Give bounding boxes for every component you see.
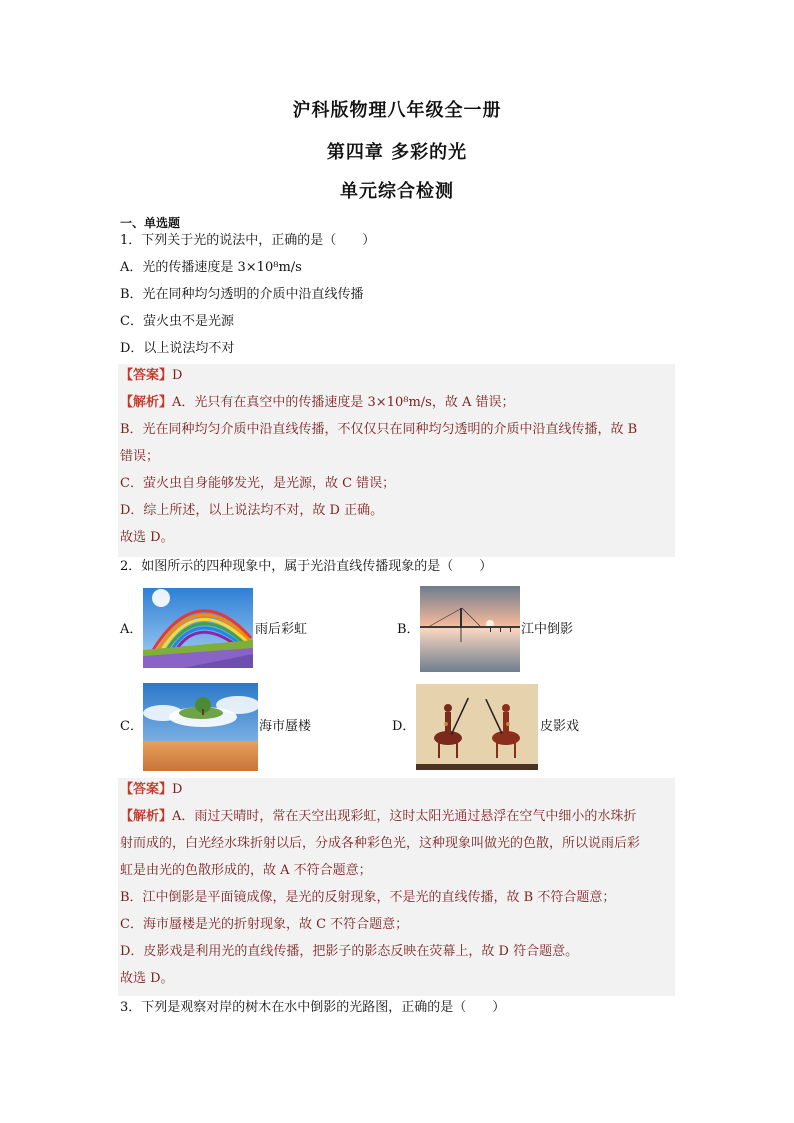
- q1-stem: 1．下列关于光的说法中，正确的是（ ）: [120, 233, 376, 248]
- q1-conclusion: 故选 D。: [120, 530, 174, 545]
- q1-option-a: A．光的传播速度是 3×10⁸m/s: [120, 260, 302, 275]
- q2-analysis-b: B．江中倒影是平面镜成像，是光的反射现象，不是光的直线传播，故 B 不符合题意；: [120, 890, 616, 905]
- q2-option-d-caption: 皮影戏: [540, 719, 580, 734]
- doc-title: 沪科版物理八年级全一册: [292, 100, 502, 121]
- q2-option-a-letter: A．: [120, 622, 143, 637]
- q2-analysis-a: A．雨过天晴时，常在天空出现彩虹，这时太阳光通过悬浮在空气中细小的水珠折: [172, 809, 637, 824]
- analysis-tag: 【解析】: [120, 395, 173, 410]
- q1-answer: D: [172, 368, 183, 383]
- q2-analysis-a-cont2: 虹是由光的色散形成的，故 A 不符合题意；: [120, 863, 372, 878]
- q2-answer-line: [120, 780, 182, 800]
- q3-stem: 3．下列是观察对岸的树木在水中倒影的光路图，正确的是（ ）: [120, 1000, 506, 1015]
- shadow-puppet-image: [416, 684, 538, 770]
- q1-option-b: B．光在同种均匀透明的介质中沿直线传播: [120, 287, 364, 302]
- q2-option-c-letter: C．: [120, 719, 143, 734]
- chapter-title: 第四章 多彩的光: [326, 142, 468, 163]
- q2-analysis-d: D．皮影戏是利用光的直线传播，把影子的影态反映在荧幕上，故 D 符合题意。: [120, 944, 579, 959]
- q2-option-c-caption: 海市蜃楼: [259, 719, 312, 734]
- analysis-tag: 【解析】: [120, 809, 173, 824]
- section-heading: 一、单选题: [120, 216, 181, 230]
- q2-conclusion: 故选 D。: [120, 971, 174, 986]
- q1-analysis-c: C．萤火虫自身能够发光，是光源，故 C 错误；: [120, 476, 396, 491]
- q1-analysis-a: A．光只有在真空中的传播速度是 3×10⁸m/s，故 A 错误；: [172, 395, 515, 410]
- answer-tag: 【答案】: [120, 782, 173, 797]
- q2-analysis-a-cont1: 射而成的，白光经水珠折射以后，分成各种彩色光，这种现象叫做光的色散，所以说雨后彩: [120, 836, 641, 851]
- q1-analysis-b-cont: 错误；: [120, 449, 160, 464]
- q2-answer: D: [172, 782, 183, 797]
- q1-analysis-line: [120, 393, 515, 413]
- q1-option-d: D．以上说法均不对: [120, 341, 235, 356]
- bridge-reflection-image: [420, 586, 520, 672]
- mirage-image: [143, 683, 258, 771]
- q2-option-b-letter: B．: [397, 622, 420, 637]
- q2-stem: 2．如图所示的四种现象中，属于光沿直线传播现象的是（ ）: [120, 559, 493, 574]
- q1-answer-line: [120, 366, 182, 386]
- q1-analysis-d: D．综上所述，以上说法均不对，故 D 正确。: [120, 503, 384, 518]
- rainbow-image: [143, 588, 253, 668]
- q1-analysis-b: B．光在同种均匀介质中沿直线传播，不仅仅只在同种均匀透明的介质中沿直线传播，故 B: [120, 422, 638, 437]
- q2-option-a-caption: 雨后彩虹: [255, 622, 308, 637]
- q2-option-b-caption: 江中倒影: [521, 622, 574, 637]
- answer-tag: 【答案】: [120, 368, 173, 383]
- q2-option-d-letter: D．: [392, 719, 416, 734]
- q2-analysis-line: [120, 807, 636, 827]
- test-title: 单元综合检测: [340, 181, 454, 202]
- q1-option-c: C．萤火虫不是光源: [120, 314, 234, 329]
- q2-analysis-c: C．海市蜃楼是光的折射现象，故 C 不符合题意；: [120, 917, 409, 932]
